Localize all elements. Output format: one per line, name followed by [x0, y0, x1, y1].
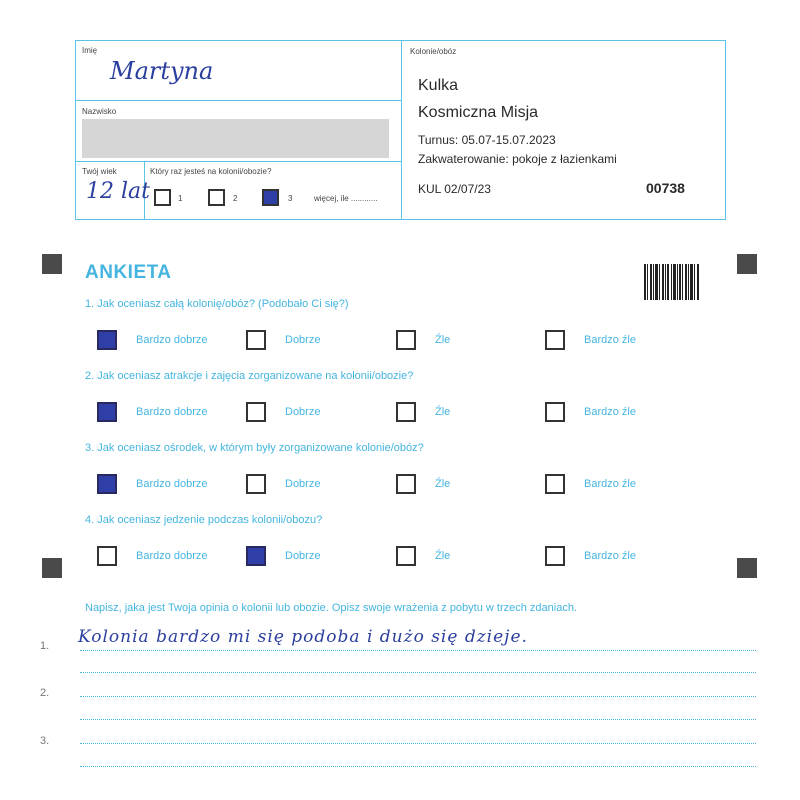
turnus-label: Turnus: — [418, 133, 459, 147]
rating-checkbox[interactable] — [396, 474, 416, 494]
rating-checkbox[interactable] — [246, 474, 266, 494]
opinion-prompt: Napisz, jaka jest Twoja opinia o kolonii lub obozie. Opisz swoje wrażenia z pobytu w trzech zdaniach. — [85, 602, 577, 614]
rating-option-label: Źle — [435, 478, 451, 490]
rating-option-label: Źle — [435, 334, 451, 346]
question-text: 2. Jak oceniasz atrakcje i zajęcia zorganizowane na kolonii/obozie? — [85, 370, 414, 382]
barcode — [644, 264, 700, 300]
rating-checkbox[interactable] — [545, 546, 565, 566]
registration-marker — [737, 558, 757, 578]
camp-label: Kolonie/obóz — [410, 47, 457, 56]
surname-redacted — [82, 119, 389, 158]
survey-title: ANKIETA — [85, 262, 172, 283]
turnus-row — [418, 133, 556, 147]
times-option-3: 3 — [288, 194, 293, 203]
turnus-value: 05.07-15.07.2023 — [461, 133, 556, 147]
rating-option-label: Bardzo źle — [584, 478, 636, 490]
rating-checkbox[interactable] — [246, 546, 266, 566]
rating-option-label: Bardzo dobrze — [136, 478, 208, 490]
rating-checkbox[interactable] — [97, 402, 117, 422]
times-checkbox-3[interactable] — [262, 189, 279, 206]
answer-line[interactable] — [80, 650, 756, 651]
rating-checkbox[interactable] — [97, 330, 117, 350]
rating-checkbox[interactable] — [396, 330, 416, 350]
divider — [401, 41, 402, 220]
registration-marker — [42, 558, 62, 578]
rating-checkbox[interactable] — [246, 402, 266, 422]
rating-checkbox[interactable] — [545, 474, 565, 494]
answer-line[interactable] — [80, 766, 756, 767]
camp-program: Kosmiczna Misja — [418, 104, 539, 121]
age-value[interactable]: 12 lat — [86, 179, 150, 204]
answer-line[interactable] — [80, 696, 756, 697]
times-label: Który raz jesteś na kolonii/obozie? — [150, 167, 272, 176]
accommodation-value: pokoje z łazienkami — [512, 152, 617, 166]
form-number: 00738 — [646, 180, 685, 196]
line-number: 1. — [40, 640, 50, 652]
times-checkbox-1[interactable] — [154, 189, 171, 206]
rating-option-label: Dobrze — [285, 406, 321, 418]
rating-checkbox[interactable] — [396, 546, 416, 566]
rating-option-label: Bardzo źle — [584, 550, 636, 562]
accommodation-label: Zakwaterowanie: — [418, 152, 509, 166]
times-option-1: 1 — [178, 194, 183, 203]
times-more: więcej, ile ............ — [314, 194, 378, 203]
rating-checkbox[interactable] — [97, 474, 117, 494]
answer-line[interactable] — [80, 743, 756, 744]
rating-option-label: Bardzo źle — [584, 406, 636, 418]
name-value[interactable]: Martyna — [110, 57, 214, 85]
camp-code: KUL 02/07/23 — [418, 182, 491, 196]
answer-line[interactable] — [80, 672, 756, 673]
divider — [76, 100, 401, 101]
rating-option-label: Bardzo dobrze — [136, 334, 208, 346]
rating-option-label: Bardzo źle — [584, 334, 636, 346]
times-option-2: 2 — [233, 194, 238, 203]
question-text: 4. Jak oceniasz jedzenie podczas kolonii/obozu? — [85, 514, 323, 526]
accommodation-row — [418, 152, 617, 166]
age-label: Twój wiek — [82, 167, 117, 176]
rating-checkbox[interactable] — [545, 402, 565, 422]
rating-checkbox[interactable] — [545, 330, 565, 350]
rating-checkbox[interactable] — [97, 546, 117, 566]
handwritten-answer: Kolonia bardzo mi się podoba i dużo się dzieje. — [78, 627, 528, 647]
rating-option-label: Dobrze — [285, 550, 321, 562]
rating-option-label: Dobrze — [285, 334, 321, 346]
registration-marker — [737, 254, 757, 274]
rating-option-label: Bardzo dobrze — [136, 550, 208, 562]
rating-checkbox[interactable] — [246, 330, 266, 350]
line-number: 2. — [40, 687, 50, 699]
rating-checkbox[interactable] — [396, 402, 416, 422]
rating-option-label: Bardzo dobrze — [136, 406, 208, 418]
camp-name: Kulka — [418, 77, 459, 94]
answer-line[interactable] — [80, 719, 756, 720]
rating-option-label: Źle — [435, 550, 451, 562]
divider — [76, 161, 401, 162]
times-checkbox-2[interactable] — [208, 189, 225, 206]
name-label: Imię — [82, 46, 98, 55]
line-number: 3. — [40, 735, 50, 747]
rating-option-label: Dobrze — [285, 478, 321, 490]
surname-label: Nazwisko — [82, 107, 117, 116]
header-form — [75, 40, 726, 220]
rating-option-label: Źle — [435, 406, 451, 418]
registration-marker — [42, 254, 62, 274]
question-text: 3. Jak oceniasz ośrodek, w którym były zorganizowane kolonie/obóz? — [85, 442, 424, 454]
question-text: 1. Jak oceniasz całą kolonię/obóz? (Podobało Ci się?) — [85, 298, 349, 310]
